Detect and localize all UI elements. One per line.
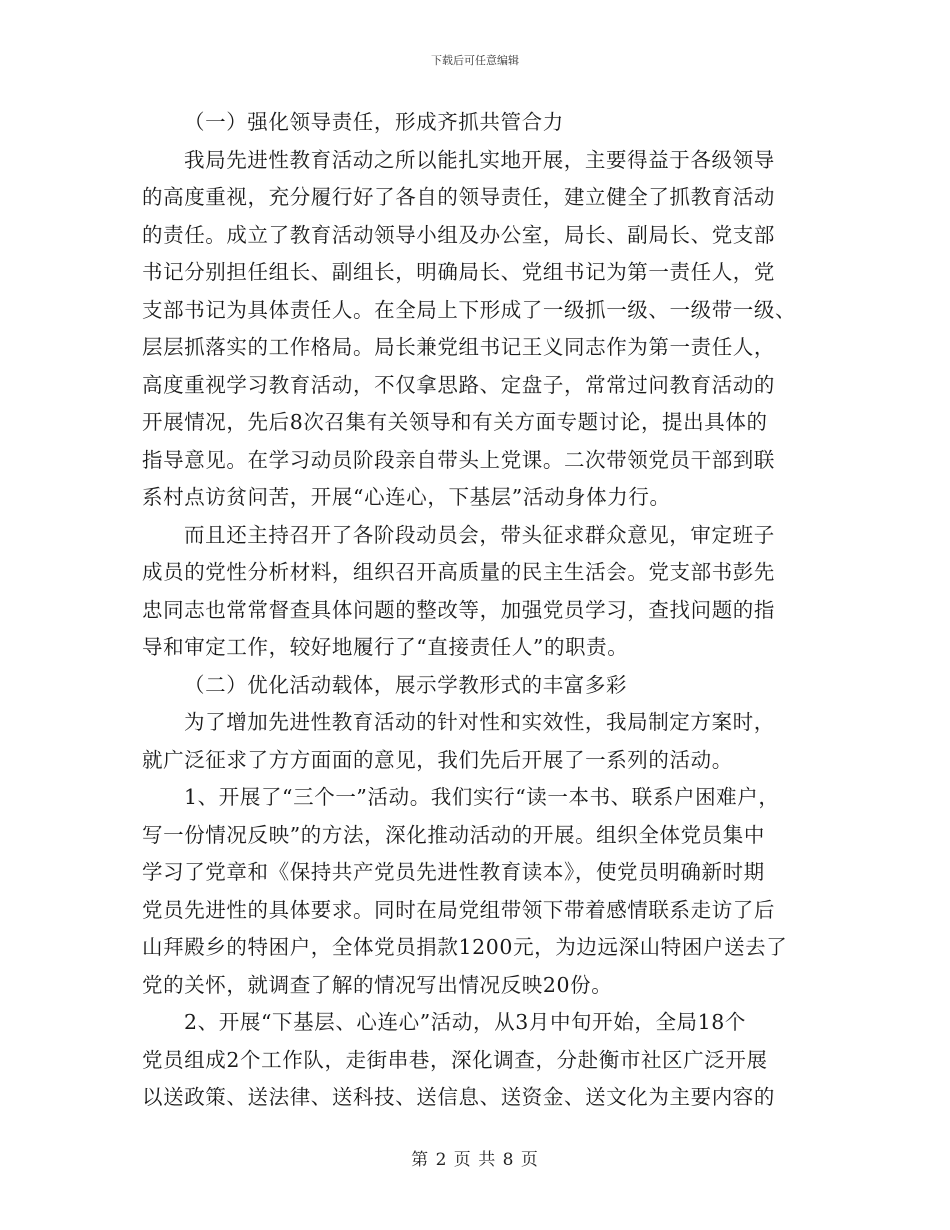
- text-line: 开展情况，先后8次召集有关领导和有关方面专题讨论，提出具体的: [142, 410, 768, 434]
- text-line: 为了增加先进性教育活动的针对性和实效性，我局制定方案时，: [184, 710, 775, 734]
- text-line: 系村点访贫问苦，开展“心连心，下基层”活动身体力行。: [142, 485, 671, 509]
- text-line: 就广泛征求了方方面面的意见，我们先后开展了一系列的活动。: [142, 747, 733, 772]
- document-body: [142, 104, 812, 1117]
- text-line: 党员先进性的具体要求。同时在局党组带领下带着感情联系走访了后: [142, 897, 775, 922]
- text-line: 的责任。成立了教育活动领导小组及办公室，局长、副局长、党支部: [142, 222, 775, 247]
- text-line: 忠同志也常常督查具体问题的整改等，加强党员学习，查找问题的指: [142, 597, 775, 622]
- text-line: 山拜殿乡的特困户，全体党员捐款1200元，为边远深山特困户送去了: [142, 935, 788, 959]
- text-line: 导和审定工作，较好地履行了“直接责任人”的职责。: [142, 635, 629, 659]
- text-line: 的高度重视，充分履行好了各自的领导责任，建立健全了抓教育活动: [142, 185, 775, 209]
- text-line: 而且还主持召开了各阶段动员会，带头征求群众意见，审定班子: [184, 522, 775, 547]
- text-line: 以送政策、送法律、送科技、送信息、送资金、送文化为主要内容的: [142, 1085, 775, 1109]
- text-line: 指导意见。在学习动员阶段亲自带头上党课。二次带领党员干部到联: [142, 447, 775, 472]
- text-line: 层层抓落实的工作格局。局长兼党组书记王义同志作为第一责任人，: [142, 335, 775, 359]
- text-line: 1、开展了“三个一”活动。我们实行“读一本书、联系户困难户，: [184, 785, 780, 809]
- text-line: 书记分别担任组长、副组长，明确局长、党组书记为第一责任人，党: [142, 260, 775, 284]
- text-line: 写一份情况反映”的方法，深化推动活动的开展。组织全体党员集中: [142, 822, 765, 847]
- text-line: 2、开展“下基层、心连心”活动，从3月中旬开始，全局18个: [184, 1010, 747, 1034]
- text-line: 支部书记为具体责任人。在全局上下形成了一级抓一级、一级带一级、: [142, 297, 797, 322]
- text-line: 成员的党性分析材料，组织召开高质量的民主生活会。党支部书彭先: [142, 560, 775, 584]
- page-footer: 第 2 页 共 8 页: [411, 1150, 539, 1170]
- text-line: 学习了党章和《保持共产党员先进性教育读本》，使党员明确新时期: [142, 860, 765, 884]
- text-line: （二）优化活动载体，展示学教形式的丰富多彩: [184, 672, 628, 697]
- text-line: 党的关怀，就调查了解的情况写出情况反映20份。: [142, 972, 613, 997]
- page-header: 下载后可任意编辑: [431, 54, 519, 67]
- text-line: 我局先进性教育活动之所以能扎实地开展，主要得益于各级领导: [184, 147, 775, 172]
- text-line: （一）强化领导责任，形成齐抓共管合力: [184, 110, 564, 134]
- text-line: 高度重视学习教育活动，不仅拿思路、定盘子，常常过问教育活动的: [142, 372, 775, 397]
- text-line: 党员组成2个工作队，走街串巷，深化调查，分赴衡市社区广泛开展: [142, 1047, 768, 1072]
